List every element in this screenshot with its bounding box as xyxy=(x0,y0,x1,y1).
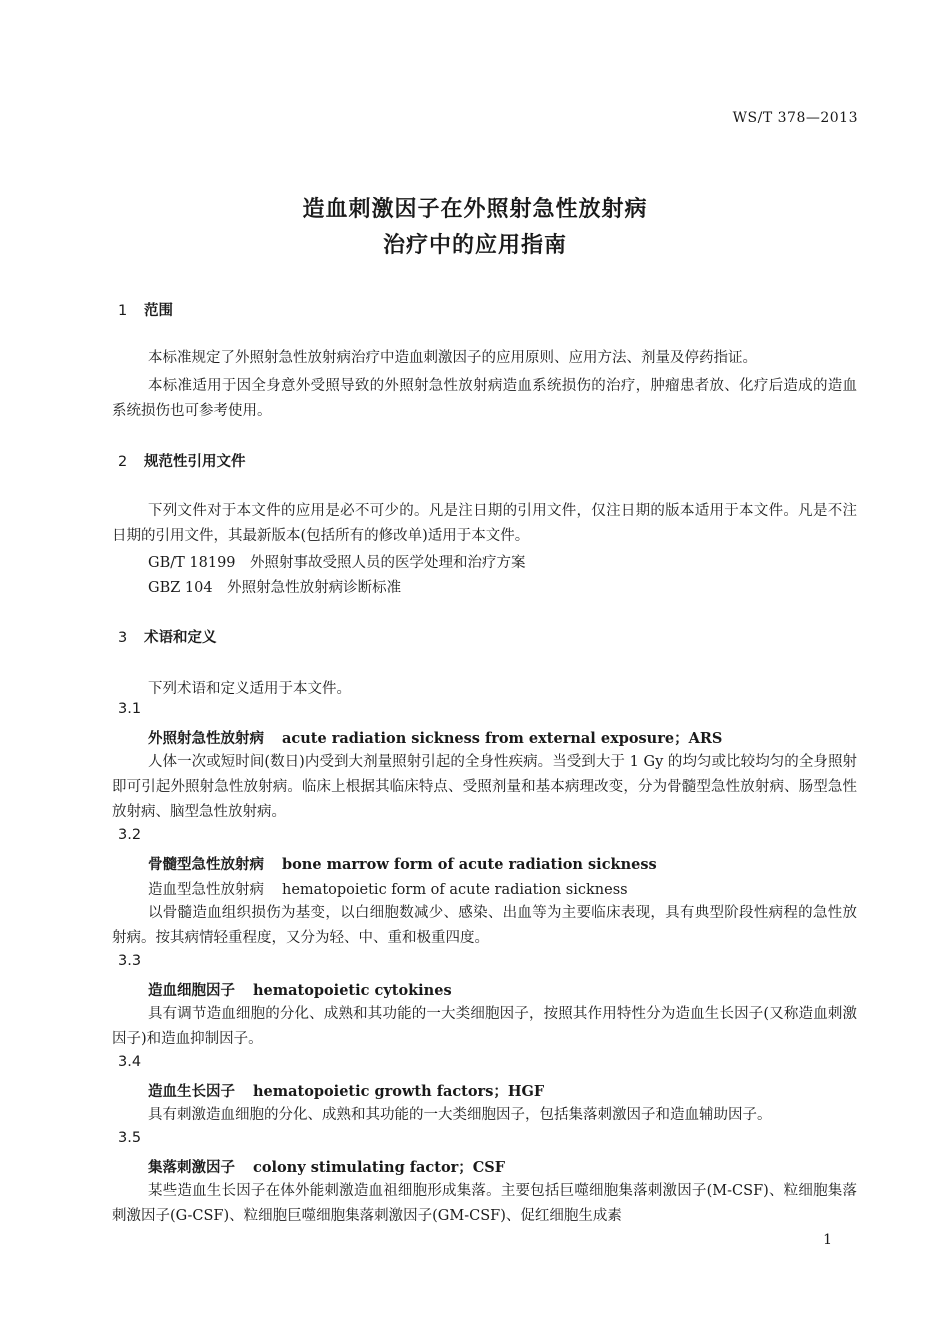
term-3-4-definition: 具有刺激造血细胞的分化、成熟和其功能的一大类细胞因子，包括集落刺激因子和造血辅助因子。 xyxy=(148,1107,772,1123)
clause-number-3-5: 3.5 xyxy=(118,1130,142,1146)
term-chinese: 外照射急性放射病 xyxy=(148,731,264,747)
terms-intro: 下列术语和定义适用于本文件。 xyxy=(148,681,351,697)
standard-code: WS/T 378—2013 xyxy=(732,110,858,126)
term-english: colony stimulating factor；CSF xyxy=(253,1159,506,1176)
term-chinese: 造血细胞因子 xyxy=(148,983,235,999)
term-chinese: 集落刺激因子 xyxy=(148,1160,235,1176)
alt-term-chinese: 造血型急性放射病 xyxy=(148,882,264,898)
term-3-1 xyxy=(148,727,722,748)
reference-item-2: GBZ 104 外照射急性放射病诊断标准 xyxy=(148,580,402,596)
term-3-2 xyxy=(148,853,657,874)
document-title-line1: 造血刺激因子在外照射急性放射病 xyxy=(302,197,648,222)
alt-term-english: hematopoietic form of acute radiation sickness xyxy=(282,882,628,898)
term-3-2-definition: 以骨髓造血组织损伤为基变，以白细胞数减少、感染、出血等为主要临床表现，具有典型阶段性病程的急性放射病。按其病情轻重程度，又分为轻、中、重和极重四度。 xyxy=(112,905,857,946)
term-english: hematopoietic cytokines xyxy=(253,982,452,999)
clause-number-3-3: 3.3 xyxy=(118,953,142,969)
term-3-3 xyxy=(148,979,452,1000)
term-english: acute radiation sickness from external exposure；ARS xyxy=(282,730,723,747)
section-title: 术语和定义 xyxy=(144,630,217,646)
term-3-4 xyxy=(148,1080,544,1101)
term-english: bone marrow form of acute radiation sickness xyxy=(282,856,657,873)
term-english: hematopoietic growth factors；HGF xyxy=(253,1083,545,1100)
scope-paragraph-1: 本标准规定了外照射急性放射病治疗中造血刺激因子的应用原则、应用方法、剂量及停药指证。 xyxy=(148,350,757,366)
term-3-1-definition: 人体一次或短时间(数日)内受到大剂量照射引起的全身性疾病。当受到大于 1 Gy 的均匀或比较均匀的全身照射即可引起外照射急性放射病。临床上根据其临床特点、受照剂量和基本病理改变，分为骨髓型急性放射病、肠型急性放射病、脑型急性放射病。 xyxy=(112,754,857,820)
term-3-3-definition: 具有调节造血细胞的分化、成熟和其功能的一大类细胞因子，按照其作用特性分为造血生长因子(又称造血刺激因子)和造血抑制因子。 xyxy=(112,1006,857,1047)
clause-number-3-4: 3.4 xyxy=(118,1054,142,1070)
section-number: 3 xyxy=(118,630,128,646)
section-3-heading xyxy=(118,626,217,647)
section-title: 规范性引用文件 xyxy=(144,454,246,470)
scope-paragraph-2: 本标准适用于因全身意外受照导致的外照射急性放射病造血系统损伤的治疗，肿瘤患者放、化疗后造成的造血系统损伤也可参考使用。 xyxy=(112,378,857,419)
term-chinese: 造血生长因子 xyxy=(148,1084,235,1100)
section-title: 范围 xyxy=(144,303,173,319)
page-number: 1 xyxy=(823,1232,832,1248)
term-3-2-alternative xyxy=(148,878,628,899)
term-3-5-definition: 某些造血生长因子在体外能刺激造血祖细胞形成集落。主要包括巨噬细胞集落刺激因子(M-CSF)、粒细胞集落刺激因子(G-CSF)、粒细胞巨噬细胞集落刺激因子(GM-CSF)、促红细胞生成素 xyxy=(112,1183,857,1224)
term-3-5 xyxy=(148,1156,505,1177)
document-title-line2: 治疗中的应用指南 xyxy=(382,233,567,258)
section-1-heading xyxy=(118,299,173,320)
section-number: 2 xyxy=(118,454,128,470)
section-2-heading xyxy=(118,450,246,471)
reference-item-1: GB/T 18199 外照射事故受照人员的医学处理和治疗方案 xyxy=(148,555,526,571)
term-chinese: 骨髓型急性放射病 xyxy=(148,857,264,873)
section-number: 1 xyxy=(118,303,128,319)
clause-number-3-1: 3.1 xyxy=(118,701,142,717)
clause-number-3-2: 3.2 xyxy=(118,827,142,843)
normative-references-paragraph: 下列文件对于本文件的应用是必不可少的。凡是注日期的引用文件，仅注日期的版本适用于本文件。凡是不注日期的引用文件，其最新版本(包括所有的修改单)适用于本文件。 xyxy=(112,503,857,544)
